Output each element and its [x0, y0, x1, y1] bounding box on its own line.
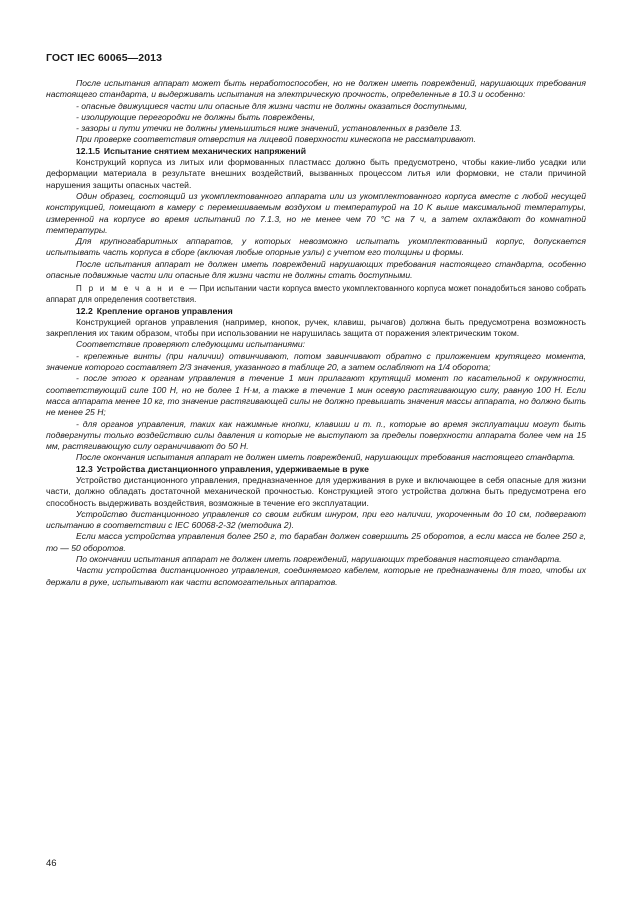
paragraph: После испытания аппарат не должен иметь повреждений нарушающих требования настоящего стандарта, особенно опасные подвижные части или опасные для жизни части не должны стать доступными.	[46, 258, 586, 281]
note	[46, 284, 586, 305]
document-body	[46, 78, 586, 588]
paragraph: Устройство дистанционного управления, предназначенное для удерживания в руке и включающее в себя опасные для жизни части, должно обладать достаточной механической прочностью. Конструкцией этого устройства должна быть предусмотрена его способность выдерживать воздействия, возможные в течение его эксплуатации.	[46, 474, 586, 508]
note-text: — При испытании части корпуса вместо укомплектованного корпуса может понадобиться заново собрать аппарат для определения соответствия.	[46, 284, 586, 304]
paragraph: После испытания аппарат может быть неработоспособен, но не должен иметь повреждений, нарушающих требования настоящего стандарта, и выдерживать испытания на электрическую прочность, определенные в 10.3 и особенно:	[46, 78, 586, 100]
section-title: Испытание снятием механических напряжений	[103, 145, 306, 156]
page-number: 46	[46, 858, 57, 869]
list-item: - опасные движущиеся части или опасные для жизни части не должны оказаться доступными,	[76, 100, 468, 111]
section-number: 12.2	[76, 305, 93, 316]
section-title: Устройства дистанционного управления, удерживаемые в руке	[96, 463, 369, 474]
paragraph: Если масса устройства управления более 250 г, то барабан должен совершить 25 оборотов, а если масса не более 250 г, то — 50 оборотов.	[46, 531, 586, 553]
paragraph: Устройство дистанционного управления со своим гибким шнуром, при его наличии, укороченным до 10 см, подвергают испытанию в соответствии с IEC 60068-2-32 (методика 2).	[46, 508, 586, 531]
list-item: - для органов управления, таких как нажимные кнопки, клавиши и т. п., которые во время эксплуатации могут быть подвергнуты только воздействию силы давления и которые не выступают за пределы поверхности аппарата более чем на 15 мм, растягивающую силу ограничивают до 50 Н.	[46, 418, 586, 452]
paragraph: По окончании испытания аппарат не должен иметь повреждений, нарушающих требования настоящего стандарта.	[76, 554, 562, 565]
section-heading	[46, 464, 586, 475]
paragraph: После окончания испытания аппарат не должен иметь повреждений, нарушающих требования настоящего стандарта.	[76, 452, 576, 463]
paragraph: Части устройства дистанционного управления, соединяемого кабелем, которые не предназначены для того, чтобы их держали в руке, испытывают как части вспомогательных аппаратов.	[46, 565, 586, 587]
section-number: 12.3	[76, 463, 93, 474]
paragraph: Один образец, состоящий из укомплектованного аппарата или из укомплектованного корпуса вместе с любой несущей конструкцией, помещают в камеру с перемешиваемым воздухом и температурой на 10 K выше максимальной температуры, измеренной на корпусе во время испытаний по 7.1.3, но не менее чем 70 °С на 7 ч, а затем охлаждают до комнатной температуры.	[46, 190, 586, 235]
document-header: ГОСТ IEC 60065—2013	[46, 52, 163, 64]
list-item: - крепежные винты (при наличии) отвинчивают, потом завинчивают обратно с приложением крутящего момента, значение которого составляет 2/3 значения, указанного в таблице 20, а затем ослабляют на 1/4 оборота;	[46, 350, 586, 373]
section-number: 12.1.5	[76, 145, 100, 156]
paragraph: Соответствие проверяют следующими испытаниями:	[76, 339, 306, 350]
paragraph: Конструкций корпуса из литых или формованных пластмасс должно быть предусмотрено, чтобы какие-либо усадки или деформации материала в результате внешних воздействий, вызванных процессом литья или формовки, не стали причиной нарушения защиты опасных частей.	[46, 157, 586, 190]
note-label: П р и м е ч а н и е	[76, 284, 187, 294]
paragraph: Для крупногабаритных аппаратов, у которых невозможно испытать укомплектованный корпус, допускается испытывать часть корпуса в сборе (включая любые опорные узлы) с учетом его толщины и формы.	[46, 236, 586, 258]
section-heading	[46, 306, 586, 317]
section-title: Крепление органов управления	[96, 305, 233, 316]
paragraph: Конструкцией органов управления (например, кнопок, ручек, клавиш, рычагов) должна быть предусмотрена возможность закрепления их таким образом, чтобы при использовании не нарушилась защита от поражения электрическим током.	[46, 316, 586, 339]
list-item: - зазоры и пути утечки не должны уменьшиться ниже значений, установленных в разделе 13.	[76, 123, 462, 134]
list-item: - изолирующие перегородки не должны быть повреждены,	[76, 111, 316, 122]
section-heading	[46, 146, 586, 157]
list-item: - после этого к органам управления в течение 1 мин прилагают крутящий момент по касательной к окружности, соответствующий силе 100 Н, но не более 1 Н·м, а также в течение 1 мин осевую растягивающую силу, равную 100 Н. Если масса аппарата менее 10 кг, то значение растягивающей силы не должно превышать значения массы аппарата, но должно быть не менее 25 Н;	[46, 373, 586, 418]
paragraph: При проверке соответствия отверстия на лицевой поверхности кинескопа не рассматривают.	[76, 134, 476, 145]
